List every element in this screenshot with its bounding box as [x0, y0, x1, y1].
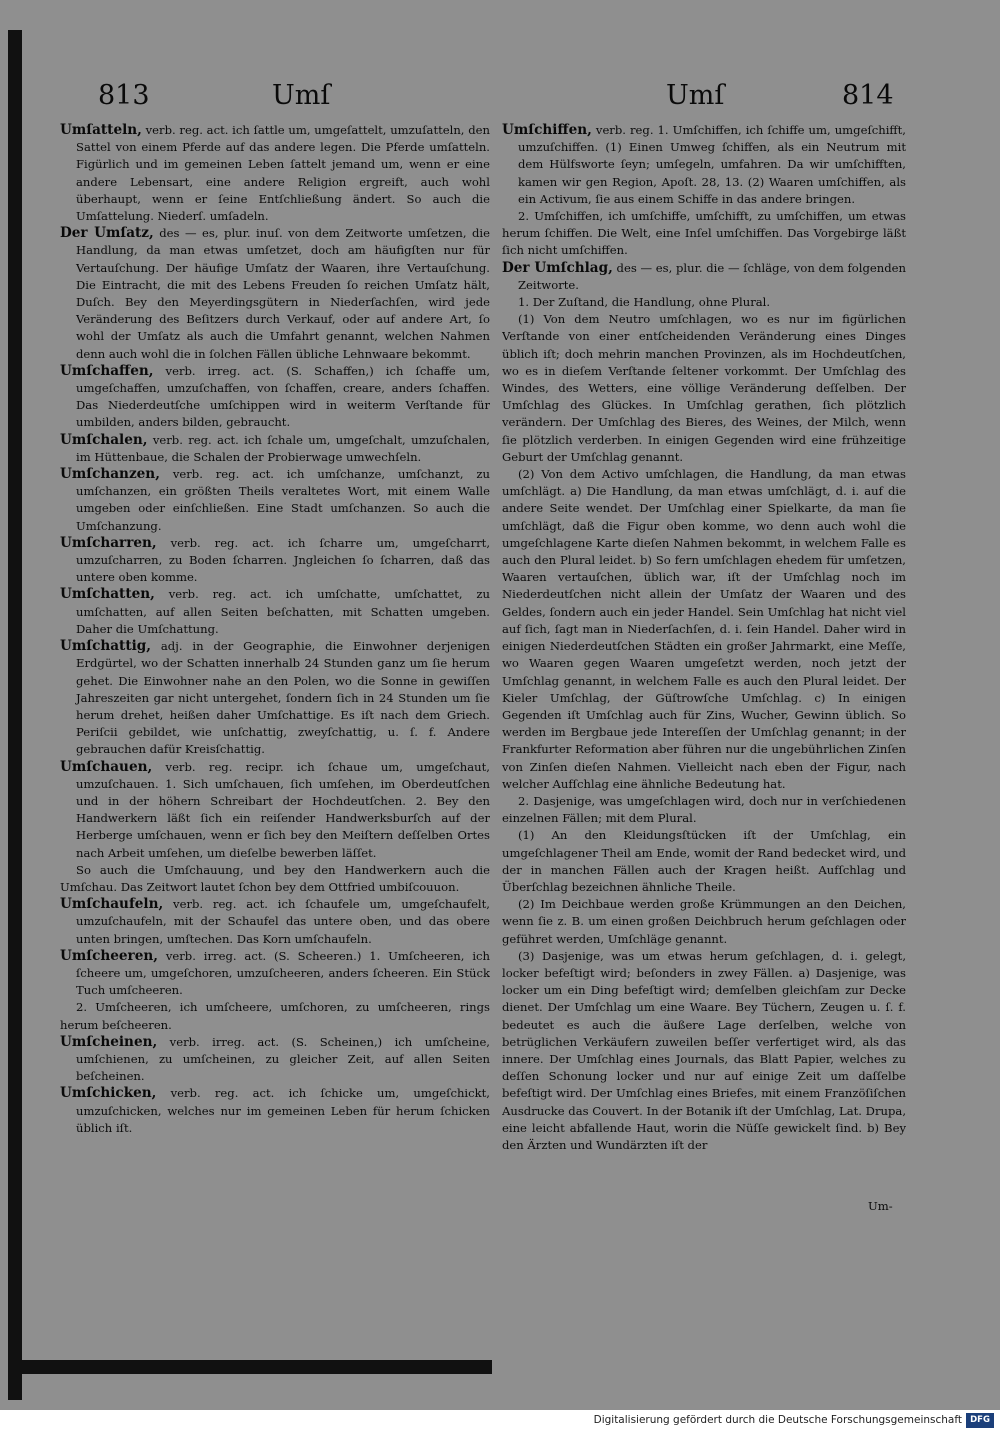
dictionary-paragraph: 1. Der Zuſtand, die Handlung, ohne Plural.	[518, 295, 771, 310]
dictionary-entry	[60, 432, 490, 466]
catchword: Um-	[868, 1199, 893, 1213]
dictionary-entry	[502, 260, 906, 294]
dictionary-entry	[60, 225, 490, 363]
running-head-right: Umſ	[666, 80, 725, 111]
entry-headword: Umſchaufeln,	[60, 896, 164, 913]
dictionary-entry	[60, 1085, 490, 1137]
entry-headword: Umſchaffen,	[60, 362, 154, 379]
dictionary-entry	[60, 466, 490, 535]
entry-definition: des — es, plur. inuſ. von dem Zeitworte umſetzen, die Handlung, da man etwas umſetzet, doch am häufigſten nur für Vertauſchung. Der häufige Umſatz der Waaren, ihre Vertauſchung. Die Eintracht, die mit des Lebens Freuden ſo reichen Umſatz hält, Duſch. Bey den Meyerdingsgütern in Niederſachſen, wird jede Veränderung des Beſitzers durch Verkauf, oder auf andere Art, ſo wohl der Umſatz als auch die Umfahrt genannt, welchen Nahmen denn auch wohl die in ſolchen Fällen übliche Lehnwaare bekommt.	[76, 226, 490, 361]
entry-headword: Umſcharren,	[60, 534, 157, 551]
entry-headword: Umſatteln,	[60, 122, 142, 138]
entry-headword: Umſchatten,	[60, 586, 155, 603]
dictionary-entry	[60, 586, 490, 638]
entry-headword: Der Umſchlag,	[502, 259, 613, 276]
entry-headword: Umſchiffen,	[502, 122, 592, 138]
dictionary-paragraph: (3) Dasjenige, was um etwas herum geſchlagen, d. i. gelegt, locker befeſtigt wird; beſonders in zwey Fällen. a) Dasjenige, was locker um ein Ding befeſtigt wird; demſelben gleichſam zur Decke dienet. Der Umſchlag um eine Waare. Bey Tüchern, Zeugen u. ſ. f. bedeutet es auch die äußere Lage derſelben, welche von betrüglichen Verkäufern zuweilen beſſer verfertiget wird, als das innere. Der Umſchlag eines Journals, das Blatt Papier, welches zu deſſen Schonung locker und nur auf einige Zeit um daſſelbe befeſtigt wird. Der Umſchlag eines Briefes, mit einem Franzöſiſchen Ausdrucke das Couvert. In der Botanik iſt der Umſchlag, Lat. Drupa, eine leicht abfallende Haut, worin die Nüſſe gewickelt ſind. b) Bey den Ärzten und Wundärzten iſt der	[502, 948, 906, 1152]
dictionary-paragraph: (1) An den Kleidungsſtücken iſt der Umſchlag, ein umgeſchlagener Theil am Ende, womit der Rand bedecket wird, und der in manchen Fällen auch der Kragen heißt. Aufſchlag und Überſchlag bezeichnen ähnliche Theile.	[502, 828, 906, 894]
entry-headword: Der Umſatz,	[60, 225, 154, 242]
dictionary-entry	[60, 896, 490, 948]
entry-definition: verb. reg. act. ich umſchatte, umſchattet, zu umſchatten, auf allen Seiten beſchatten, mit Schatten umgeben. Daher die Umſchattung.	[76, 587, 490, 636]
bottom-margin-rule	[22, 1360, 492, 1374]
dictionary-paragraph: 2. Umſchiffen, ich umſchiffe, umſchifft, zu umſchiffen, um etwas herum ſchiffen. Die Welt, eine Inſel umſchiffen. Das Vorgebirge läßt ſich nicht umſchiffen.	[502, 209, 906, 258]
entry-definition: verb. reg. act. ich ſchaufele um, umgeſchaufelt, umzuſchaufeln, mit der Schaufel das untere oben, und das obere unten bringen, umſtechen. Das Korn umſchaufeln.	[76, 897, 490, 946]
entry-definition: verb. reg. act. ich ſattle um, umgeſattelt, umzuſatteln, den Sattel von einem Pferde auf das andere legen. Die Pferde umſatteln. Figürlich und im gemeinen Leben ſattelt jemand um, wenn er eine andere Lebensart, eine andere Religion ergreift, auch wohl überhaupt, wenn er ſeine Entſchließung ändert. So auch die Umſattelung. Niederſ. umſadeln.	[76, 123, 490, 224]
entry-headword: Umſcheinen,	[60, 1033, 158, 1050]
page-edge-shadow	[8, 30, 22, 1400]
entry-definition: verb. irreg. act. (S. Schaffen,) ich ſchaffe um, umgeſchaffen, umzuſchaffen, von ſchaffen, creare, anders ſchaffen. Das Niederdeutſche umſchippen wird in weiterm Verſtande für umbilden, anders bilden, gebraucht.	[76, 363, 490, 430]
dictionary-paragraph: (2) Im Deichbaue werden große Krümmungen an den Deichen, wenn ſie z. B. um einen großen Deichbruch herum geſchlagen oder geführet werden, Umſchläge genannt.	[502, 897, 906, 946]
page-number-left: 813	[98, 80, 150, 111]
entry-definition: verb. reg. recipr. ich ſchaue um, umgeſchaut, umzuſchauen. 1. Sich umſchauen, ſich umſehen, im Oberdeutſchen und in der höhern Schreibart der Hochdeutſchen. 2. Bey den Handwerkern läßt ſich ein reiſender Handwerksburſch auf der Herberge umſchauen, wenn er ſich bey den Meiſtern deſſelben Ortes nach Arbeit umſehen, um dieſelbe bewerben läſſet.	[76, 759, 490, 860]
entry-definition: verb. reg. act. ich ſchicke um, umgeſchickt, umzuſchicken, welches nur im gemeinen Leben für herum ſchicken üblich iſt.	[76, 1086, 490, 1135]
entry-definition: verb. irreg. act. (S. Scheeren.) 1. Umſcheeren, ich ſcheere um, umgeſchoren, umzuſcheeren, anders ſcheeren. Ein Stück Tuch umſcheeren.	[76, 948, 490, 998]
right-column	[502, 122, 906, 1200]
funding-notice: Digitalisierung gefördert durch die Deutsche Forschungsgemeinschaft	[593, 1414, 962, 1426]
entry-definition: verb. reg. act. ich ſcharre um, umgeſcharrt, umzuſcharren, zu Boden ſcharren. Jngleichen ſo ſcharren, daß das untere oben komme.	[76, 535, 490, 585]
entry-definition: adj. in der Geographie, die Einwohner derjenigen Erdgürtel, wo der Schatten innerhalb 24 Stunden ganz um ſie herum gehet. Die Einwohner nahe an den Polen, wo die Sonne in gewiſſen Jahreszeiten gar nicht untergehet, ſondern ſich in 24 Stunden um ſie herum drehet, heißen daher Umſchattige. Es iſt nach dem Griech. Periſcii gebildet, wie unſchattig, zweyſchattig, u. ſ. f. Andere gebrauchen dafür Kreisſchattig.	[76, 639, 490, 757]
page-header	[0, 76, 1000, 116]
dictionary-paragraph: 2. Umſcheeren, ich umſcheere, umſchoren, zu umſcheeren, rings herum beſcheeren.	[60, 1000, 490, 1032]
dictionary-paragraph: So auch die Umſchauung, und bey den Handwerkern auch die Umſchau. Das Zeitwort lautet ſchon bey dem Ottfried umbiſcouuon.	[60, 862, 490, 894]
entry-headword: Umſchauen,	[60, 758, 153, 775]
dictionary-entry	[60, 1034, 490, 1086]
entry-headword: Umſchattig,	[60, 638, 152, 655]
entry-definition: verb. irreg. act. (S. Scheinen,) ich umſcheine, umſchienen, zu umſcheinen, zu gleicher Zeit, auf allen Seiten beſcheinen.	[76, 1034, 490, 1084]
dictionary-entry	[60, 535, 490, 587]
dictionary-entry	[502, 122, 906, 208]
dfg-logo: DFG	[966, 1413, 994, 1428]
entry-definition: verb. reg. act. ich umſchanze, umſchanzt, zu umſchanzen, ein größten Theils veraltetes Wort, mit einem Walle umgeben oder einſchließen. Eine Stadt umſchanzen. So auch die Umſchanzung.	[76, 467, 490, 533]
dictionary-entry	[60, 638, 490, 758]
dictionary-paragraph: 2. Dasjenige, was umgeſchlagen wird, doch nur in verſchiedenen einzelnen Fällen; mit dem Plural.	[502, 793, 906, 826]
page-number-right: 814	[842, 80, 894, 111]
entry-headword: Umſchanzen,	[60, 466, 160, 483]
entry-headword: Umſchalen,	[60, 431, 148, 448]
running-head-left: Umſ	[272, 80, 331, 111]
dictionary-paragraph: (1) Von dem Neutro umſchlagen, wo es nur im figürlichen Verſtande von einer entſcheidenden Veränderung eines Dinges üblich iſt; doch mehrin manchen Provinzen, als im Hochdeutſchen, wo es in dieſem Verſtande ſeltener vorkommt. Der Umſchlag des Windes, des Wetters, eine völlige Veränderung deſſelben. Der Umſchlag des Glückes. In Umſchlag gerathen, ſich plötzlich verändern. Der Umſchlag des Bieres, des Weines, der Milch, wenn ſie plötzlich verderben. In einigen Gegenden wird eine frühzeitige Geburt der Umſchlag genannt.	[502, 312, 906, 464]
entry-headword: Umſchicken,	[60, 1085, 157, 1102]
left-column	[60, 122, 490, 1200]
footer-bar	[0, 1410, 1000, 1432]
dictionary-entry	[60, 759, 490, 862]
dictionary-entry	[60, 363, 490, 432]
entry-headword: Umſcheeren,	[60, 947, 158, 964]
dictionary-entry	[60, 948, 490, 1000]
entry-definition: verb. reg. 1. Umſchiffen, ich ſchiffe um, umgeſchifft, umzuſchiffen. (1) Einen Umweg ſchiffen, als ein Neutrum mit dem Hülfsworte ſeyn; umſegeln, umfahren. Da wir umſchifften, kamen wir gen Region, Apoſt. 28, 13. (2) Waaren umſchiffen, als ein Activum, ſie aus einem Schiffe in das andere bringen.	[518, 123, 906, 206]
entry-definition: verb. reg. act. ich ſchale um, umgeſchalt, umzuſchalen, im Hüttenbaue, die Schalen der Probierwage umwechſeln.	[76, 432, 490, 464]
dictionary-paragraph: (2) Von dem Activo umſchlagen, die Handlung, da man etwas umſchlägt. a) Die Handlung, da man etwas umſchlägt, d. i. auf die andere Seite wendet. Der Umſchlag einer Spielkarte, da man ſie umſchlägt, daß die Figur oben komme, wo denn auch wohl die umgeſchlagene Karte dieſen Nahmen bekommt, in welchem Falle es auch den Plural leidet. b) So fern umſchlagen ehedem für umſetzen, Waaren vertauſchen, üblich war, iſt der Umſchlag noch im Niederdeutſchen nicht allein der Umſatz der Waaren und des Geldes, ſondern auch ein jeder Handel. Sein Umſchlag hat nicht viel auf ſich, ſagt man in Niederſachſen, d. i. ſein Handel. Daher wird in einigen Niederdeutſchen Städten ein großer Jahrmarkt, eine Meſſe, wo Waaren gegen Waaren umgeſetzt werden, noch jetzt der Umſchlag genannt, in welchem Falle es auch den Plural leidet. Der Kieler Umſchlag, der Güſtrowſche Umſchlag. c) In einigen Gegenden iſt Umſchlag auch für Zins, Wucher, Gewinn üblich. So werden im Bergbaue jede Intereſſen der Umſchlag genannt; in der Frankfurter Reformation aber führen nur die ungebührlichen Zinſen von Zinſen dieſen Nahmen. Vielleicht nach eben der Figur, nach welcher Aufſchlag eine ähnliche Bedeutung hat.	[502, 467, 906, 791]
dictionary-entry	[60, 122, 490, 225]
entry-definition: des — es, plur. die — ſchläge, von dem folgenden Zeitworte.	[518, 260, 906, 292]
